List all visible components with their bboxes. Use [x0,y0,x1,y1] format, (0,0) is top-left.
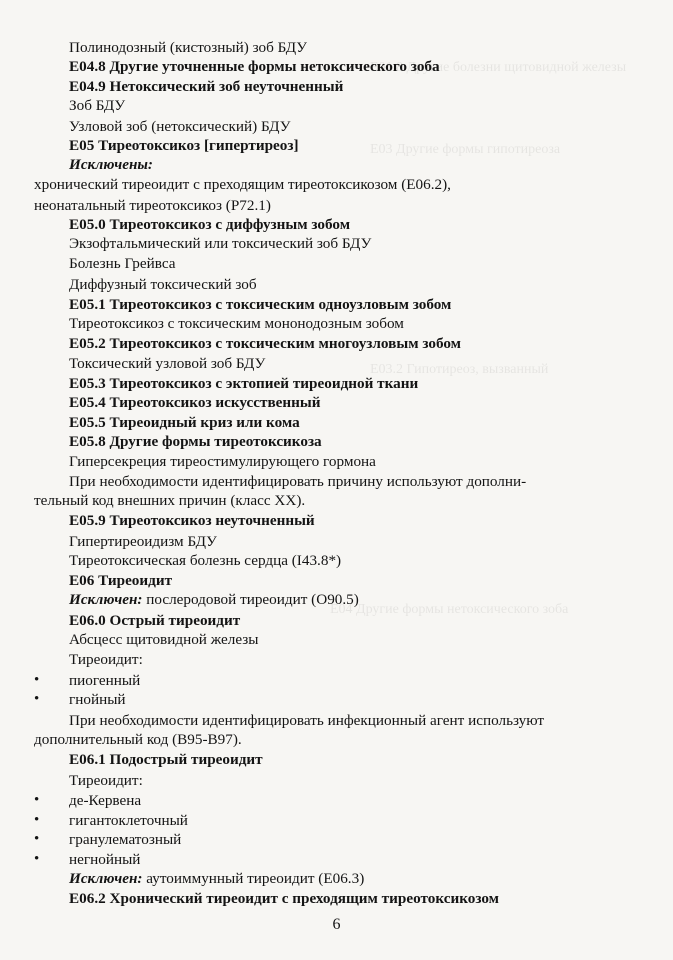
list-item [69,791,141,810]
text-line [69,38,307,57]
line-text: E05.9 Тиреотоксикоз неуточненный [69,512,315,529]
bullet-icon: • [34,792,40,808]
line-text: гнойный [69,691,126,708]
bleed-through-text: E03.2 Гипотиреоз, вызванный [370,362,549,377]
text-line [69,96,125,115]
line-text: E06 Тиреоидит [69,572,173,589]
line-text: дополнительный код (B95-B97). [34,731,242,748]
bullet-icon: • [34,691,40,707]
section-heading [69,136,299,155]
section-heading [69,334,461,353]
line-text: Тиреоидит: [69,651,143,668]
text-line [69,771,143,790]
line-text: Зоб БДУ [69,97,126,114]
bullet-icon: • [34,672,40,688]
line-text: Исключен: [69,870,143,887]
section-heading [69,295,451,314]
line-text: E05.4 Тиреотоксикоз искусственный [69,394,321,411]
line-text: Экзофтальмический или токсический зоб БДУ [69,235,372,252]
line-text: Тиреоидит: [69,772,143,789]
text-line [69,254,176,273]
text-line [69,314,404,333]
line-text: Диффузный токсический зоб [69,276,257,293]
list-item [69,690,126,709]
line-tail-text: послеродовой тиреоидит (O90.5) [142,591,359,608]
line-text: Тиреотоксическая болезнь сердца (I43.8*) [69,552,342,569]
line-text: Токсический узловой зоб БДУ [69,355,266,372]
line-text: Абсцесс щитовидной железы [69,631,259,648]
bullet-icon: • [34,851,40,867]
line-text: гигантоклеточный [69,812,188,829]
text-line [69,452,376,471]
text-line [69,711,544,730]
line-text: E05.0 Тиреотоксикоз с диффузным зобом [69,216,351,233]
text-line [69,275,257,294]
page-number: 6 [332,916,341,933]
section-heading [69,611,240,630]
text-line [69,472,526,491]
line-text: При необходимости идентифицировать инфекционный агент используют [69,712,545,729]
line-text: Гиперсекреция тиреостимулирующего гормона [69,453,376,470]
section-heading [69,432,322,451]
line-text: тельный код внешних причин (класс XX). [34,492,306,509]
line-text: E05.2 Тиреотоксикоз с токсическим многоузловым зобом [69,335,461,352]
section-heading [69,750,263,769]
list-item [69,811,188,830]
section-heading [69,215,350,234]
section-heading [69,393,321,412]
line-text: E06.2 Хронический тиреоидит с преходящим тиреотоксикозом [69,890,500,907]
line-text: Тиреотоксикоз с токсическим мононодозным зобом [69,315,404,332]
line-text: E06.0 Острый тиреоидит [69,612,241,629]
line-text: E05.1 Тиреотоксикоз с токсическим одноузловым зобом [69,296,452,313]
line-text: гранулематозный [69,831,182,848]
list-item [69,830,181,849]
line-text: пиогенный [69,672,141,689]
line-text: E06.1 Подострый тиреоидит [69,751,263,768]
text-line [69,590,359,609]
line-text: неонатальный тиреотоксикоз (P72.1) [34,197,271,214]
bullet-icon: • [34,831,40,847]
text-line [69,354,265,373]
text-line [69,650,143,669]
text-line [69,532,217,551]
text-line [69,630,258,649]
line-text: Полинодозный (кистозный) зоб БДУ [69,39,308,56]
line-tail-text: аутоиммунный тиреоидит (E06.3) [142,870,365,887]
section-heading [69,57,440,76]
text-line [69,234,371,253]
text-line [34,175,451,194]
line-text: негнойный [69,851,141,868]
line-text: При необходимости идентифицировать причину используют дополни- [69,473,527,490]
bleed-through-text: E04 Другие формы нетоксического зоба [330,602,569,617]
bleed-through-text: E03 Другие формы гипотиреоза [370,142,561,157]
section-heading [69,374,418,393]
line-text: Исключены: [69,156,153,173]
text-line [69,155,153,174]
line-text: E05.8 Другие формы тиреотоксикоза [69,433,322,450]
text-line [34,730,242,749]
section-heading [69,571,172,590]
line-text: Болезнь Грейвса [69,255,176,272]
text-line [34,196,271,215]
bleed-through-text: E01.8 Другие болезни щитовидной железы [370,60,627,75]
section-heading [69,77,343,96]
line-text: E05 Тиреотоксикоз [гипертиреоз] [69,137,299,154]
line-text: де-Кервена [69,792,142,809]
text-line [69,551,341,570]
section-heading [69,413,300,432]
line-text: Узловой зоб (нетоксический) БДУ [69,118,291,135]
bullet-icon: • [34,812,40,828]
line-text: E04.8 Другие уточненные формы нетоксического зоба [69,58,440,75]
list-item [69,671,140,690]
text-line [69,869,364,888]
line-text: E04.9 Нетоксический зоб неуточненный [69,78,344,95]
text-line [69,117,290,136]
line-text: хронический тиреоидит с преходящим тиреотоксикозом (E06.2), [34,176,451,193]
line-text: Исключен: [69,591,143,608]
list-item [69,850,140,869]
text-line [34,491,305,510]
section-heading [69,889,499,908]
section-heading [69,511,315,530]
line-text: E05.3 Тиреотоксикоз с эктопией тиреоидной ткани [69,375,419,392]
line-text: E05.5 Тиреоидный криз или кома [69,414,300,431]
line-text: Гипертиреоидизм БДУ [69,533,217,550]
